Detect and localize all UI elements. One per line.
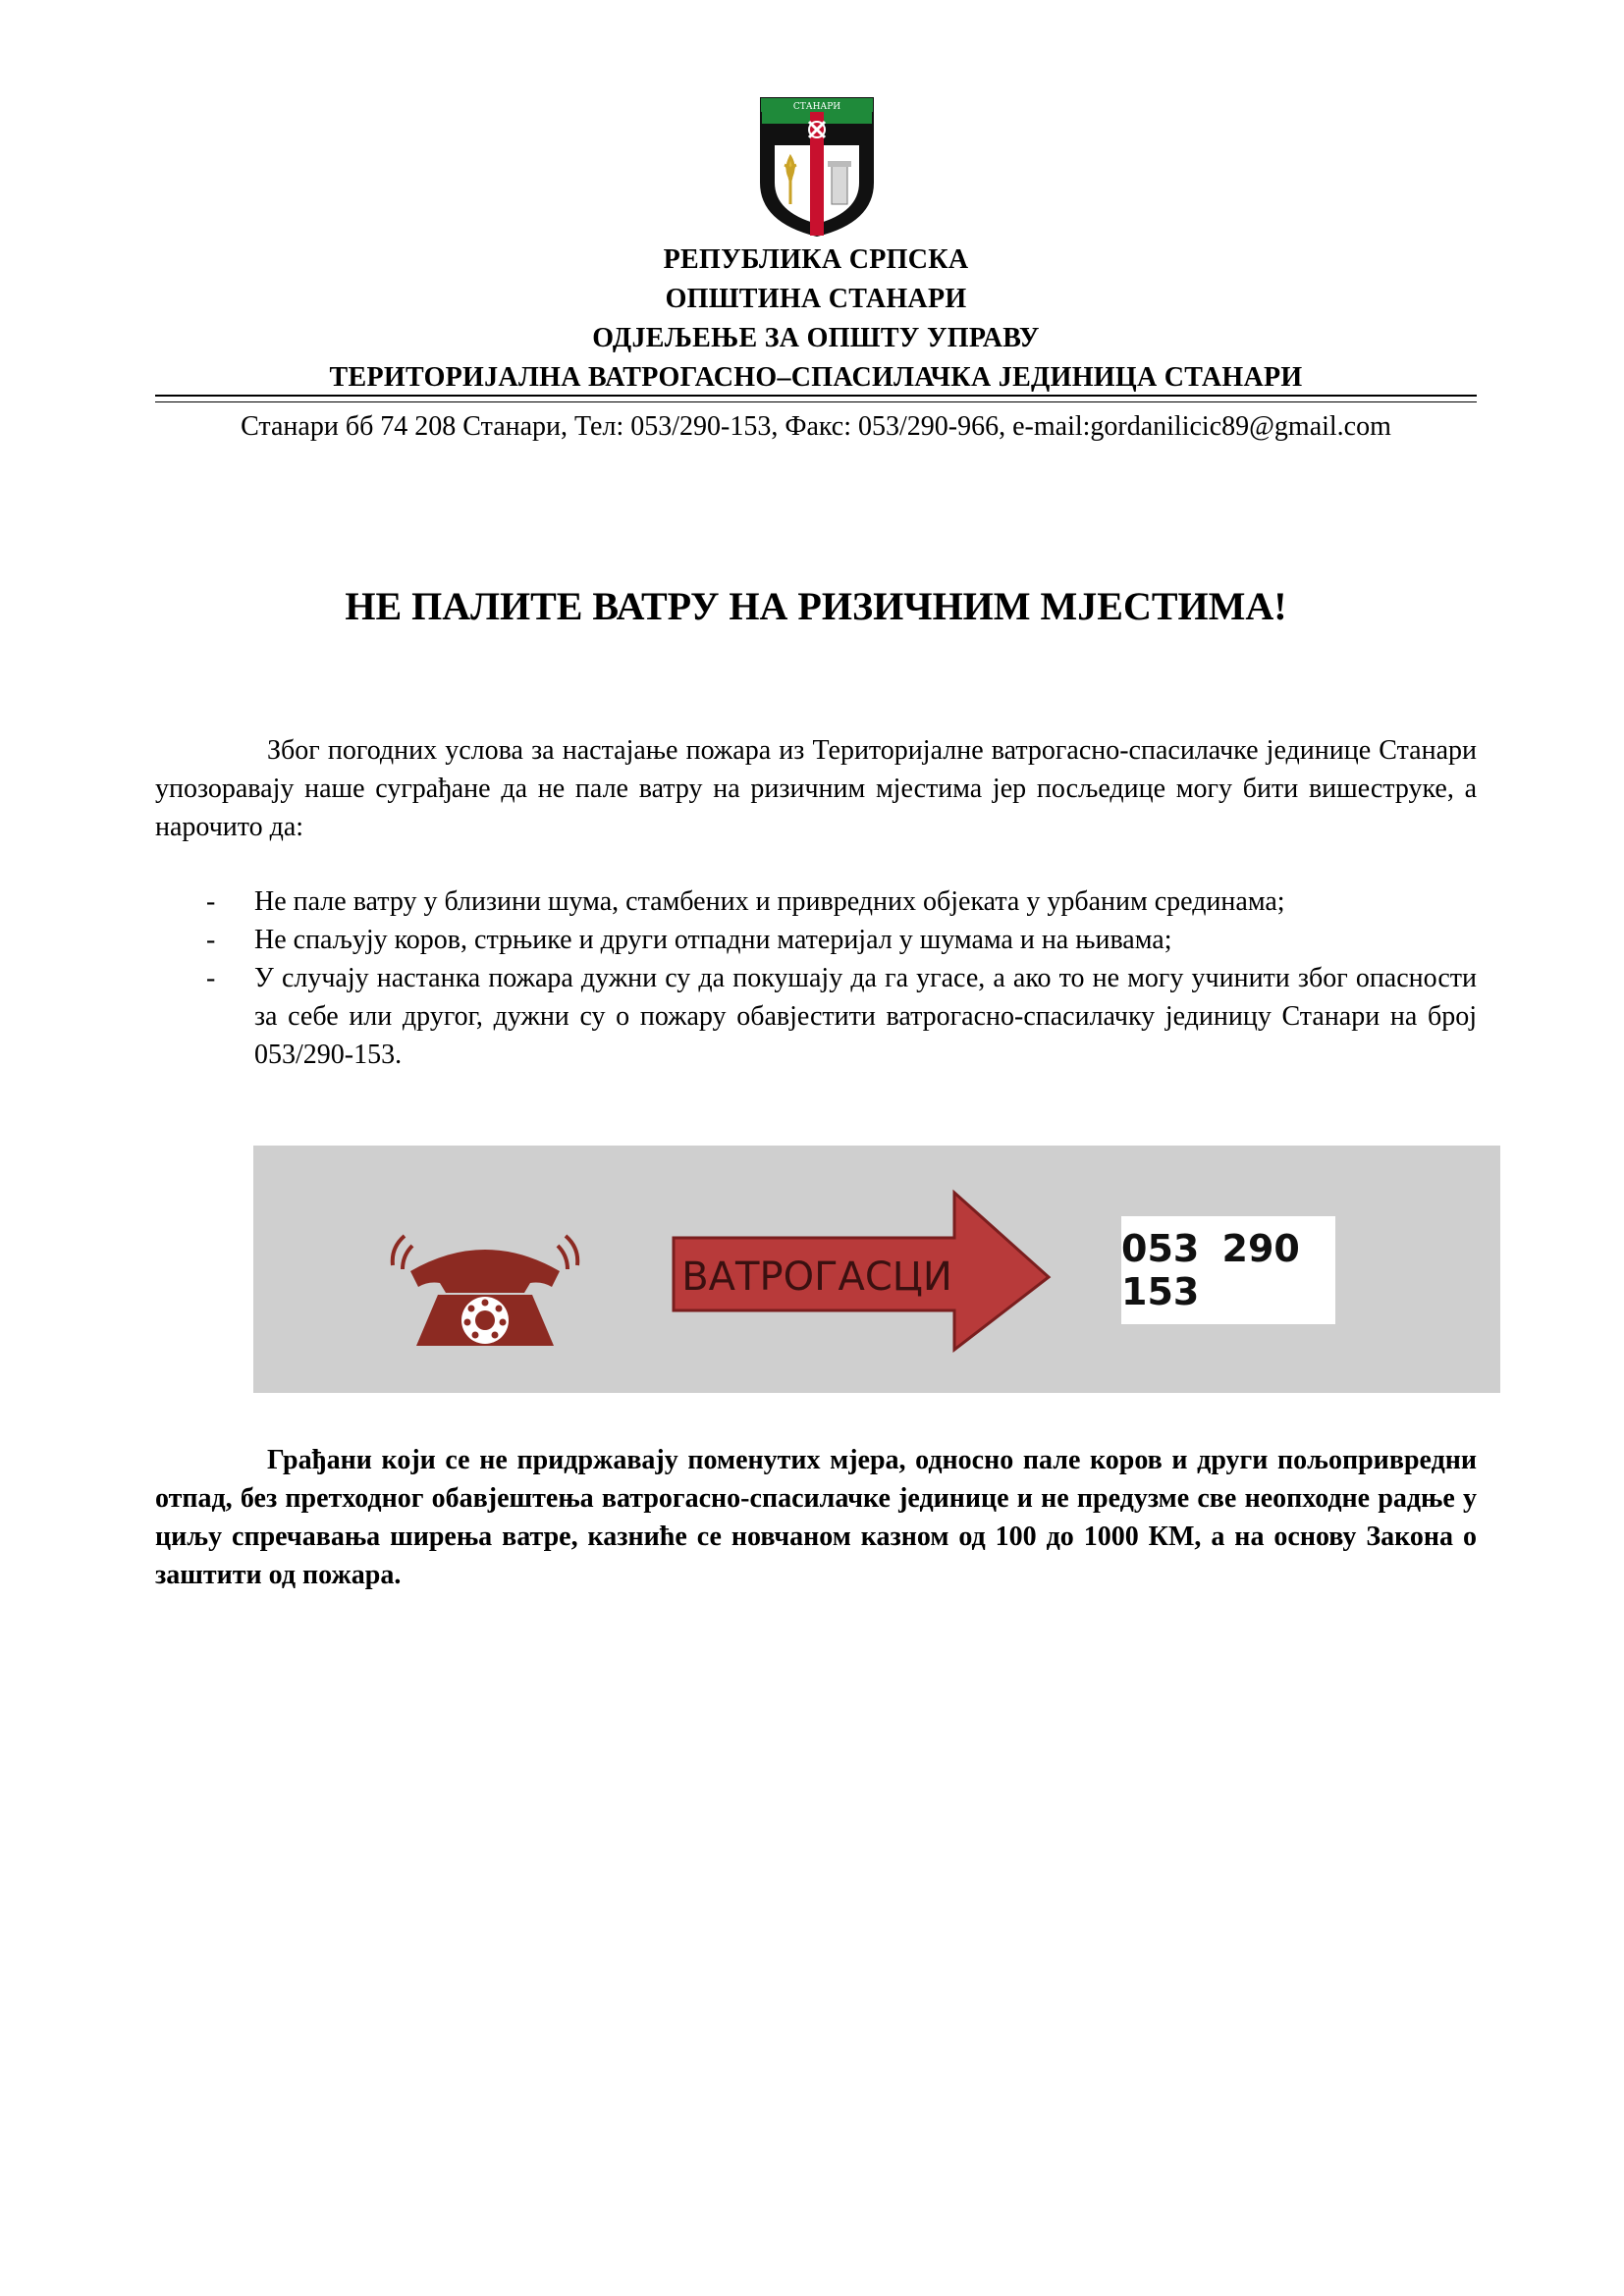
telephone-icon — [387, 1226, 583, 1354]
header-line-municipality: ОПШТИНА СТАНАРИ — [665, 284, 967, 314]
header-rule-bottom — [155, 401, 1477, 402]
list-dash: - — [206, 963, 216, 993]
fire-brigade-banner — [253, 1146, 1500, 1393]
arrow-label: ВАТРОГАСЦИ — [681, 1255, 952, 1300]
municipality-crest-logo — [759, 96, 875, 238]
list-item — [155, 959, 1477, 1074]
header-line-unit: ТЕРИТОРИЈАЛНА ВАТРОГАСНО–СПАСИЛАЧКА ЈЕДИНИЦА СТАНАРИ — [329, 362, 1303, 393]
list-item — [155, 882, 1477, 921]
contact-line: Станари бб 74 208 Станари, Тел: 053/290-153, Факс: 053/290-966, e-mail:gordanilicic89@gmail.com — [241, 411, 1391, 442]
header-line-republic: РЕПУБЛИКА СРПСКА — [663, 244, 969, 275]
list-item — [155, 921, 1477, 959]
list-dash: - — [206, 886, 216, 917]
list-item-text: Не пале ватру у близини шума, стамбених и привредних објеката у урбаним срединама; — [254, 886, 1285, 917]
intro-paragraph: Због погодних услова за настајање пожара из Територијалне ватрогасно-спасилачке јединице Станари упозоравају наше суграђане да не пале ватру на ризичним мјестима јер посљедице могу бити вишеструке, а нарочито да: — [155, 735, 1477, 842]
list-item-text: Не спаљују коров, стрњике и други отпадни материјал у шумама и на њивама; — [254, 925, 1172, 955]
notice-title: НЕ ПАЛИТЕ ВАТРУ НА РИЗИЧНИМ МЈЕСТИМА! — [345, 584, 1287, 628]
letterhead — [155, 240, 1477, 398]
list-dash: - — [206, 925, 216, 955]
arrow-banner — [670, 1187, 1053, 1354]
header-line-department: ОДЈЕЉЕЊЕ ЗА ОПШТУ УПРАВУ — [592, 323, 1040, 353]
list-item-text: У случају настанка пожара дужни су да покушају да га угасе, а ако то не могу учинити због опасности за себе или другог, дужни су о пожару обавјестити ватрогасно-спасилачку јединицу Станари на број 053/290-153. — [254, 963, 1477, 1070]
header-rule-top — [155, 395, 1477, 397]
warning-list — [155, 882, 1477, 1074]
closing-paragraph: Грађани који се не придржавају поменутих мјера, односно пале коров и други пољопривредни отпад, без претходног обавјештења ватрогасно-спасилачке јединице и не предузме све неопходне радње у циљу спречавања ширења ватре, казниће се новчаном казном од 100 до 1000 КМ, а на основу Закона о заштити од пожара. — [155, 1445, 1477, 1590]
emergency-number: 053 290 153 — [1121, 1216, 1335, 1324]
crest-label: СТАНАРИ — [792, 102, 841, 112]
